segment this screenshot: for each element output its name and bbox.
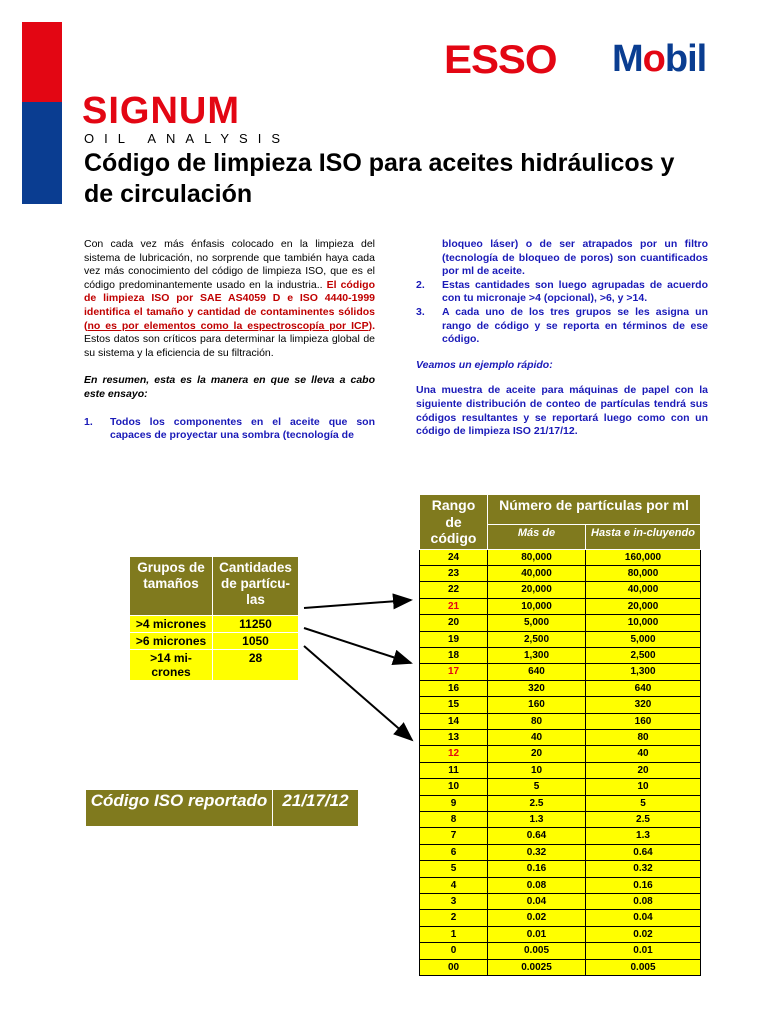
count-cell: 2.5 <box>488 795 586 811</box>
count-cell: 0.64 <box>488 828 586 844</box>
code-cell: 3 <box>420 894 488 910</box>
code-cell: 13 <box>420 729 488 745</box>
summary-heading: En resumen, esta es la manera en que se lleva a cabo este ensayo: <box>84 374 375 400</box>
count-cell: 0.16 <box>586 877 701 893</box>
table-cell: 28 <box>213 650 299 681</box>
count-cell: 320 <box>586 697 701 713</box>
count-cell: 1.3 <box>488 812 586 828</box>
header-particle-number: Número de partículas por ml <box>488 495 701 525</box>
iso-reported-label: Código ISO reportado <box>86 790 273 827</box>
count-cell: 0.0025 <box>488 959 586 975</box>
code-cell: 7 <box>420 828 488 844</box>
table-cell: 11250 <box>213 616 299 633</box>
count-cell: 0.04 <box>488 894 586 910</box>
count-cell: 640 <box>488 664 586 680</box>
list-item: 1. Todos los componentes en el aceite que son capaces de proyectar una sombra (tecnología de <box>84 415 375 442</box>
list-item: 2. Estas cantidades son luego agrupadas de acuerdo con tu micronaje >4 (opcional), >6, y >14. <box>416 278 708 305</box>
code-cell: 22 <box>420 582 488 598</box>
code-cell: 15 <box>420 697 488 713</box>
signum-logo: SIGNUM <box>82 90 240 132</box>
count-cell: 0.32 <box>586 861 701 877</box>
code-cell: 8 <box>420 812 488 828</box>
count-cell: 1.3 <box>586 828 701 844</box>
count-cell: 10,000 <box>488 598 586 614</box>
count-cell: 0.16 <box>488 861 586 877</box>
intro-paragraph: Con cada vez más énfasis colocado en la limpieza del sistema de lubricación, no sorprende que también haya cada vez más conocimiento del código de limpieza ISO, que es el código predominantemente usado en la industria.. El código de limpieza ISO por SAE AS4059 D e ISO 4440-1999 identifica el tamaño y cantidad de contaminentes sólidos (no es por elementos como la espectroscopía por ICP). Estos datos son críticos para determinar la limpieza global de su sistema y la eficiencia de su filtración. <box>84 238 376 359</box>
esso-logo: ESSO <box>444 38 557 82</box>
count-cell: 640 <box>586 680 701 696</box>
code-cell: 23 <box>420 565 488 581</box>
count-cell: 0.005 <box>488 943 586 959</box>
code-cell: 5 <box>420 861 488 877</box>
code-cell: 2 <box>420 910 488 926</box>
example-heading: Veamos un ejemplo rápido: <box>416 358 553 371</box>
code-cell: 11 <box>420 762 488 778</box>
table-cell: >6 micrones <box>130 633 213 650</box>
count-cell: 0.005 <box>586 959 701 975</box>
count-cell: 40,000 <box>488 565 586 581</box>
table-cell: >4 micrones <box>130 616 213 633</box>
arrow-4-microns <box>304 600 411 608</box>
count-cell: 10,000 <box>586 615 701 631</box>
signum-subtitle: OIL ANALYSIS <box>84 131 290 146</box>
code-cell: 18 <box>420 647 488 663</box>
code-cell: 10 <box>420 779 488 795</box>
count-cell: 5,000 <box>586 631 701 647</box>
count-cell: 80 <box>586 729 701 745</box>
count-cell: 0.08 <box>488 877 586 893</box>
arrow-14-microns <box>304 646 412 740</box>
count-cell: 0.32 <box>488 844 586 860</box>
count-cell: 160 <box>586 713 701 729</box>
code-cell: 0 <box>420 943 488 959</box>
count-cell: 2,500 <box>586 647 701 663</box>
code-cell: 16 <box>420 680 488 696</box>
code-cell: 6 <box>420 844 488 860</box>
count-cell: 5 <box>586 795 701 811</box>
count-cell: 20,000 <box>586 598 701 614</box>
mobil-logo: Mobil <box>612 38 707 80</box>
header-more-than: Más de <box>488 524 586 549</box>
count-cell: 1,300 <box>488 647 586 663</box>
count-cell: 160 <box>488 697 586 713</box>
list-item: 3. A cada uno de los tres grupos se les asigna un rango de código y se reporta en términos de ese código. <box>416 305 708 346</box>
count-cell: 2.5 <box>586 812 701 828</box>
table-cell: 1050 <box>213 633 299 650</box>
code-cell: 12 <box>420 746 488 762</box>
header-code-range: Rango de código <box>420 495 488 550</box>
code-cell: 17 <box>420 664 488 680</box>
count-cell: 10 <box>586 779 701 795</box>
header-up-to: Hasta e in-cluyendo <box>586 524 701 549</box>
count-cell: 40 <box>488 729 586 745</box>
list-item-continued: bloqueo láser) o de ser atrapados por un filtro (tecnología de bloqueo de poros) son cuantificados por ml de aceite. <box>442 238 708 278</box>
code-cell: 14 <box>420 713 488 729</box>
count-cell: 160,000 <box>586 549 701 565</box>
code-cell: 00 <box>420 959 488 975</box>
code-cell: 21 <box>420 598 488 614</box>
count-cell: 0.64 <box>586 844 701 860</box>
count-cell: 20 <box>488 746 586 762</box>
count-cell: 1,300 <box>586 664 701 680</box>
count-cell: 80 <box>488 713 586 729</box>
count-cell: 20 <box>586 762 701 778</box>
count-cell: 20,000 <box>488 582 586 598</box>
count-cell: 0.02 <box>586 926 701 942</box>
count-cell: 80,000 <box>488 549 586 565</box>
count-cell: 0.02 <box>488 910 586 926</box>
code-cell: 4 <box>420 877 488 893</box>
count-cell: 0.01 <box>586 943 701 959</box>
count-cell: 5 <box>488 779 586 795</box>
arrow-6-microns <box>304 628 411 663</box>
count-cell: 0.01 <box>488 926 586 942</box>
count-cell: 0.08 <box>586 894 701 910</box>
count-cell: 40,000 <box>586 582 701 598</box>
table-cell: >14 mi-crones <box>130 650 213 681</box>
count-cell: 0.04 <box>586 910 701 926</box>
header-size-groups: Grupos de tamaños <box>130 557 213 616</box>
page-title: Código de limpieza ISO para aceites hidráulicos y de circulación <box>84 149 675 208</box>
code-cell: 9 <box>420 795 488 811</box>
iso-reported-value: 21/17/12 <box>273 790 359 827</box>
count-cell: 40 <box>586 746 701 762</box>
header-particle-counts: Cantidades de partícu-las <box>213 557 299 616</box>
code-cell: 24 <box>420 549 488 565</box>
count-cell: 2,500 <box>488 631 586 647</box>
code-cell: 1 <box>420 926 488 942</box>
count-cell: 320 <box>488 680 586 696</box>
count-cell: 5,000 <box>488 615 586 631</box>
count-cell: 80,000 <box>586 565 701 581</box>
count-cell: 10 <box>488 762 586 778</box>
example-paragraph: Una muestra de aceite para máquinas de papel con la siguiente distribución de conteo de partículas tendrá sus códigos resultantes y se reportará luego como con un código de limpieza ISO 21/17/12. <box>416 384 708 438</box>
code-cell: 20 <box>420 615 488 631</box>
code-cell: 19 <box>420 631 488 647</box>
